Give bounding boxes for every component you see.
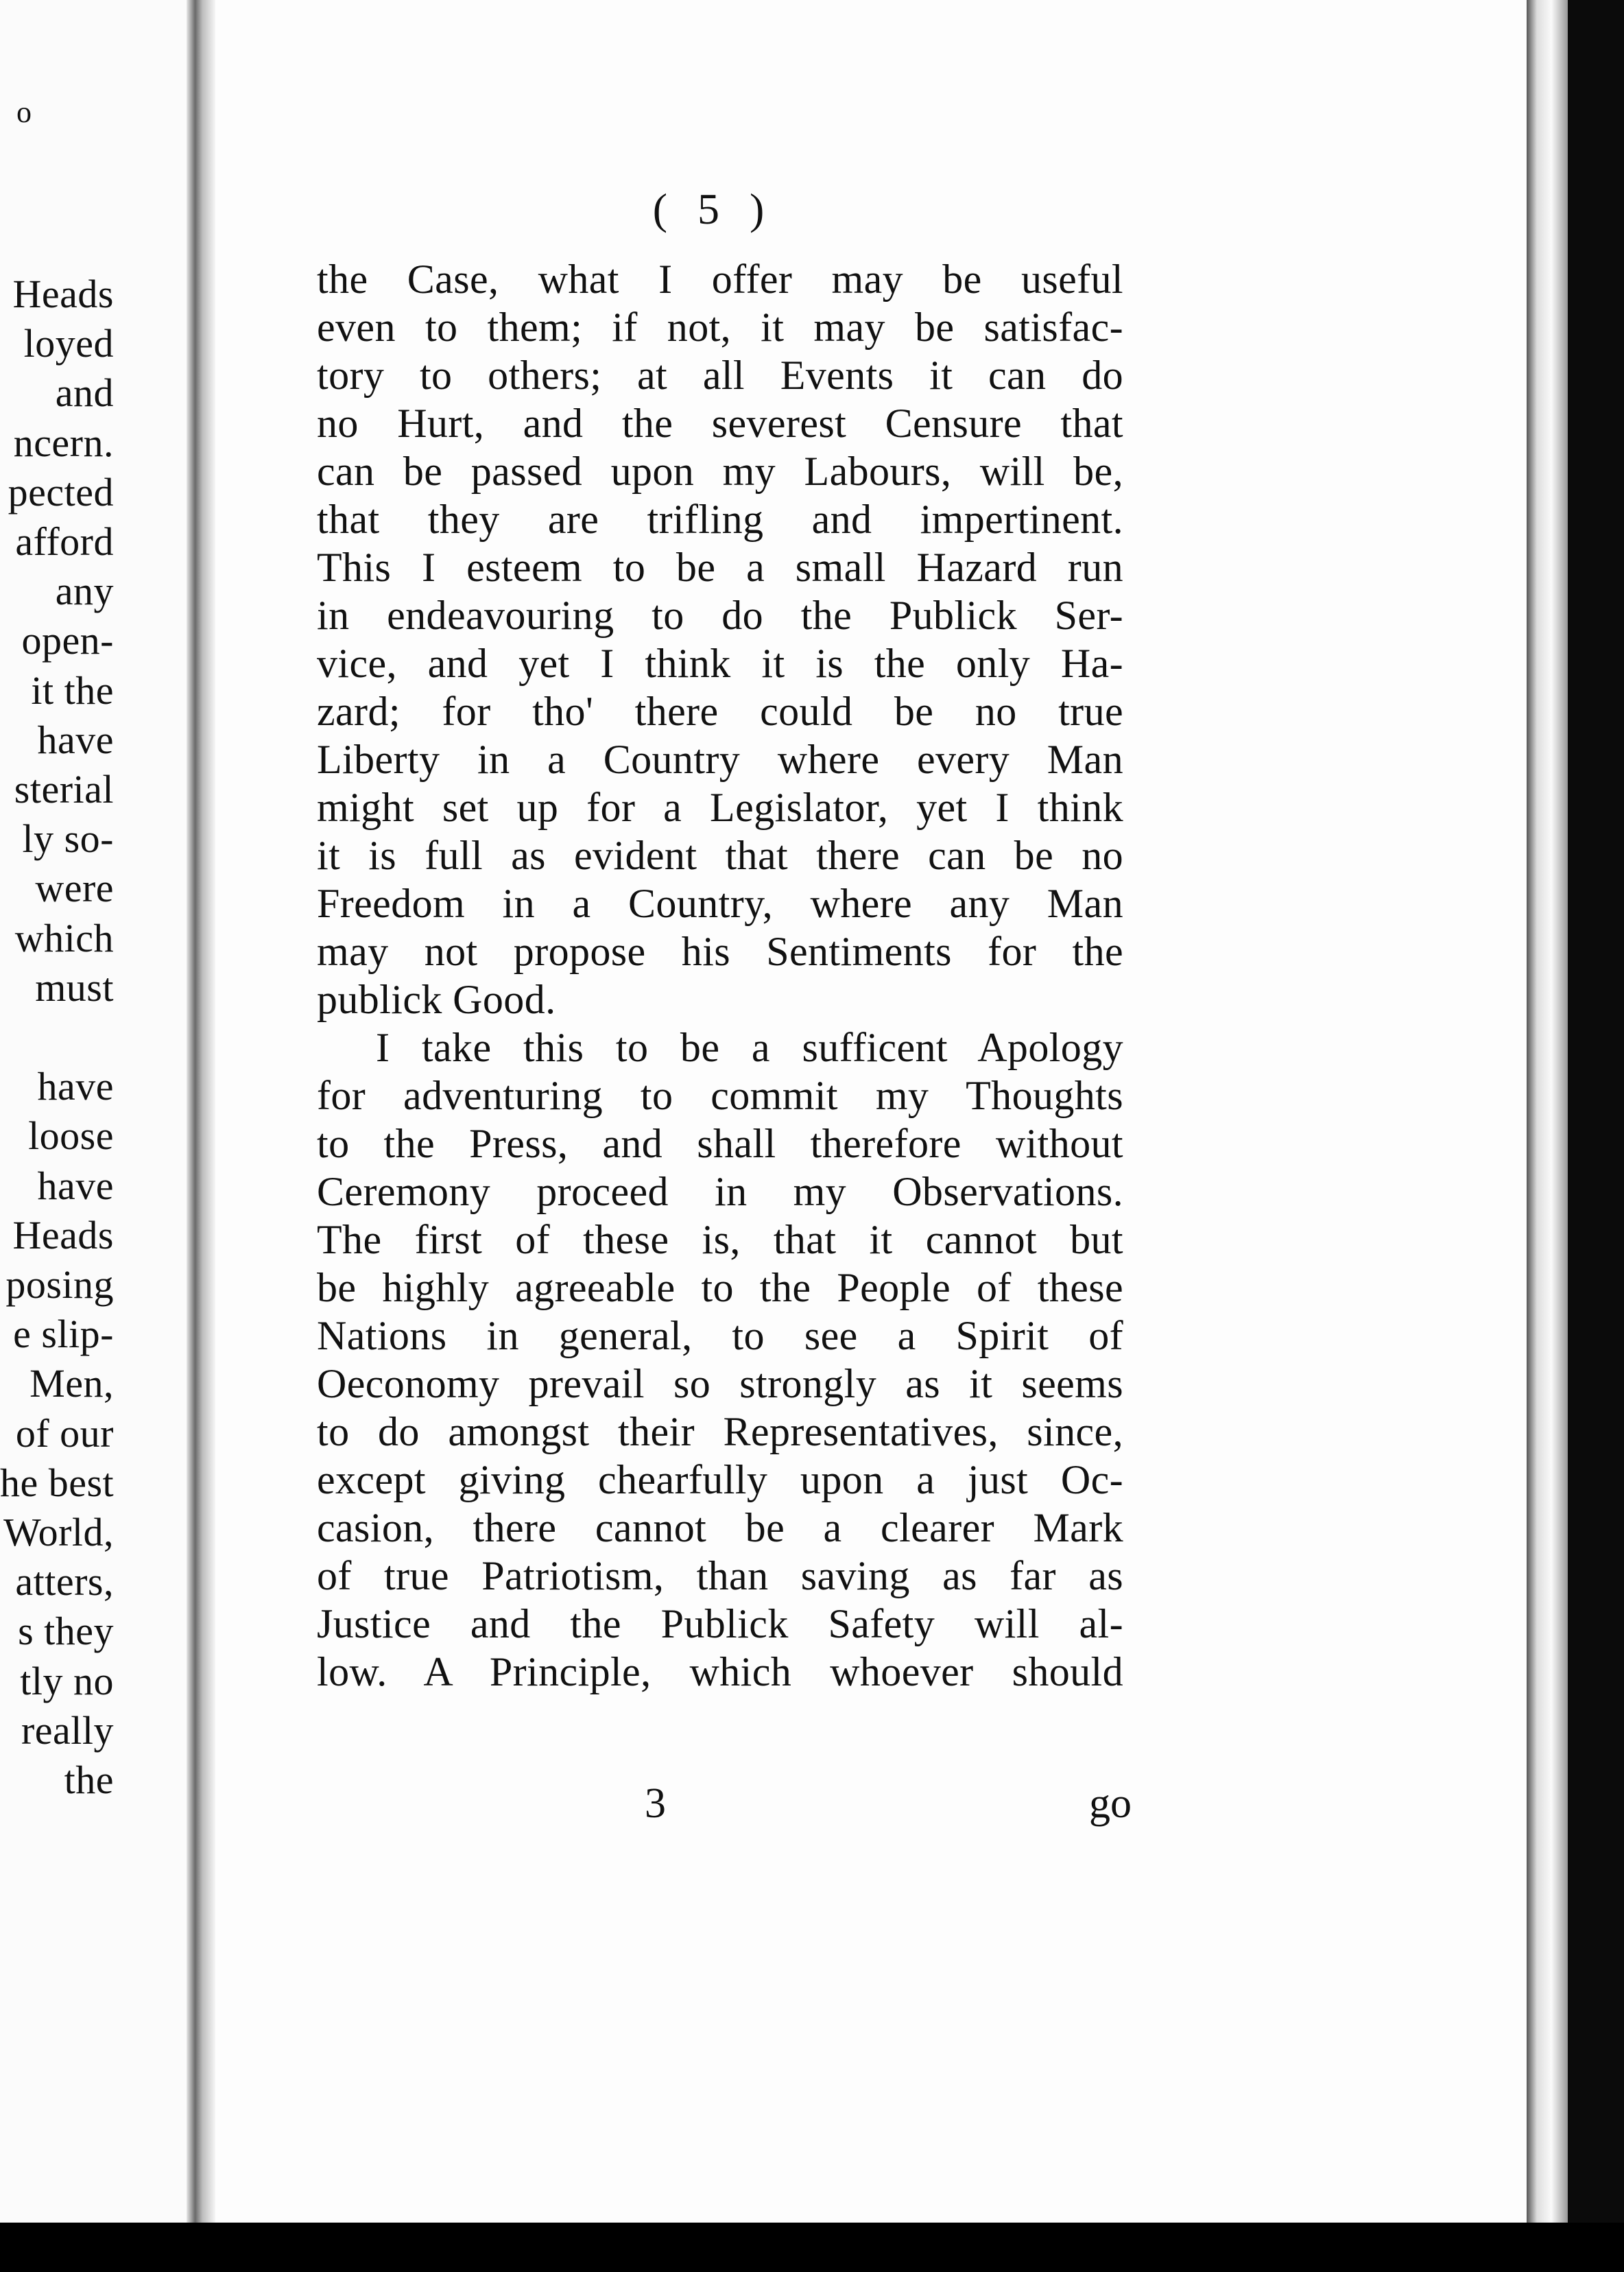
page-footer: [317, 1779, 1132, 1834]
text-line: be highly agreeable to the People of these: [317, 1265, 1123, 1310]
text-line: Ceremony proceed in my Observations.: [317, 1169, 1123, 1214]
left-page-line: ncern.: [13, 420, 114, 465]
left-page-line: afford: [15, 519, 114, 564]
signature-mark: 3: [645, 1780, 666, 1827]
left-page-line: pected: [8, 469, 114, 514]
left-page-line: it the: [31, 667, 114, 713]
left-page-line: and: [55, 370, 114, 416]
left-page-line: e slip-: [13, 1312, 114, 1357]
text-line: of true Patriotism, than saving as far as: [317, 1553, 1123, 1598]
text-line: Freedom in a Country, where any Man: [317, 881, 1123, 926]
text-line: Justice and the Publick Safety will al-: [317, 1601, 1123, 1646]
text-line: to do amongst their Representatives, since,: [317, 1409, 1123, 1454]
text-line: Oeconomy prevail so strongly as it seems: [317, 1361, 1123, 1406]
left-page-line: open-: [21, 618, 114, 663]
left-page-fragment: [0, 0, 187, 2272]
text-line: vice, and yet I think it is the only Ha-: [317, 641, 1123, 686]
text-line: even to them; if not, it may be satisfac-: [317, 305, 1123, 350]
paragraph: [317, 1023, 1123, 1696]
left-page-line: ly so-: [22, 816, 114, 862]
text-line: the Case, what I offer may be useful: [317, 257, 1123, 302]
left-page-line: he best: [0, 1460, 115, 1505]
left-page-mark: o: [16, 95, 32, 129]
left-page-line: have: [37, 1163, 114, 1208]
left-page-line: loose: [28, 1113, 114, 1159]
left-page-line: loyed: [23, 321, 114, 366]
scan-border: [1568, 0, 1624, 2272]
left-page-line: Heads: [12, 272, 114, 316]
left-page-line: which: [14, 915, 114, 960]
text-line: low. A Principle, which whoever should: [317, 1649, 1123, 1694]
text-line: may not propose his Sentiments for the: [317, 929, 1123, 974]
text-line: publick Good.: [317, 977, 556, 1022]
text-line: I take this to be a sufficent Apology: [376, 1025, 1123, 1070]
page-edge: [1527, 0, 1568, 2272]
text-line: to the Press, and shall therefore without: [317, 1121, 1123, 1166]
text-line: This I esteem to be a small Hazard run: [317, 545, 1123, 590]
left-page-line: were: [35, 866, 114, 911]
scan-bottom-border: [0, 2223, 1624, 2272]
text-line: for adventuring to commit my Thoughts: [317, 1073, 1123, 1118]
text-line: might set up for a Legislator, yet I think: [317, 785, 1123, 830]
catchword: go: [1089, 1780, 1132, 1827]
book-gutter: [187, 0, 215, 2272]
left-page-line: Men,: [29, 1361, 114, 1406]
left-page-line: have: [37, 1064, 114, 1109]
left-page-line: really: [21, 1707, 114, 1753]
text-line: that they are trifling and impertinent.: [317, 497, 1123, 542]
left-page-line: any: [55, 569, 114, 614]
text-line: in endeavouring to do the Publick Ser-: [317, 593, 1123, 638]
text-line: Nations in general, to see a Spirit of: [317, 1313, 1123, 1358]
left-page-line: s they: [18, 1609, 114, 1654]
left-page-line: World,: [3, 1510, 114, 1554]
left-page-line: tly no: [20, 1658, 114, 1703]
text-line: The first of these is, that it cannot but: [317, 1217, 1123, 1262]
left-page-line: have: [37, 717, 114, 762]
left-page-line: posing: [5, 1262, 114, 1307]
text-line: it is full as evident that there can be no: [317, 833, 1123, 878]
text-line: except giving chearfully upon a just Oc-: [317, 1457, 1123, 1502]
page-number-header: ( 5 ): [652, 185, 774, 233]
paragraph: [317, 255, 1123, 1023]
left-page-line: sterial: [14, 767, 114, 812]
left-page-line: must: [35, 965, 114, 1010]
left-page-line: of our: [15, 1410, 114, 1456]
text-line: tory to others; at all Events it can do: [317, 353, 1123, 398]
text-line: casion, there cannot be a clearer Mark: [317, 1505, 1123, 1550]
text-line: can be passed upon my Labours, will be,: [317, 449, 1123, 494]
left-page-line: atters,: [15, 1559, 114, 1605]
left-page-line: the: [64, 1758, 114, 1802]
page-body-text: [317, 255, 1123, 1696]
text-line: no Hurt, and the severest Censure that: [317, 401, 1123, 446]
left-page-line: Heads: [12, 1212, 114, 1257]
text-line: Liberty in a Country where every Man: [317, 737, 1123, 782]
text-line: zard; for tho' there could be no true: [317, 689, 1123, 734]
